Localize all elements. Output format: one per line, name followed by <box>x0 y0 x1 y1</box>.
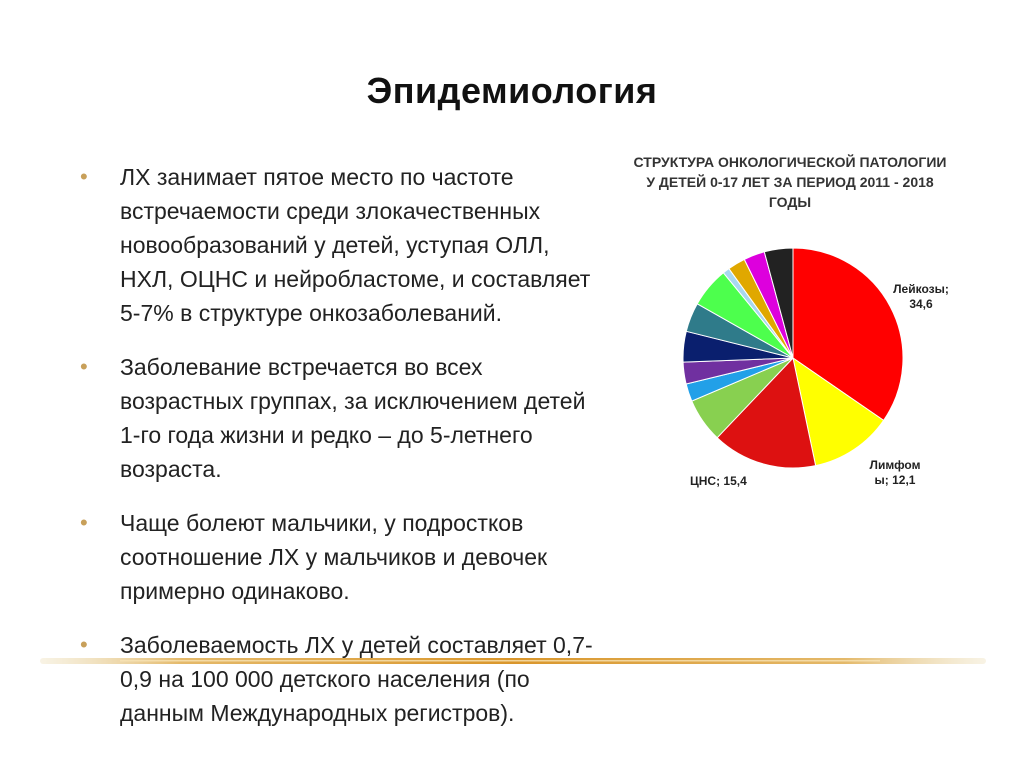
label-lymphoma-line2: ы; 12,1 <box>874 473 916 487</box>
bullet-item <box>76 160 596 330</box>
bullet-dot-icon: • <box>80 354 88 379</box>
label-leukemia-value: 34,6 <box>909 297 933 311</box>
chart-title: СТРУКТУРА ОНКОЛОГИЧЕСКОЙ ПАТОЛОГИИ У ДЕТЕЙ 0-17 ЛЕТ ЗА ПЕРИОД 2011 - 2018 ГОДЫ <box>633 154 947 210</box>
label-lymphoma <box>850 458 940 488</box>
bullet-dot-icon: • <box>80 510 88 535</box>
bullet-dot-icon: • <box>80 632 88 657</box>
label-cns: ЦНС; 15,4 <box>690 474 747 488</box>
decorative-divider <box>40 656 986 666</box>
bullet-text: Заболеваемость ЛХ у детей составляет 0,7-0,9 на 100 000 детского населения (по данным Международных регистров). <box>120 632 593 726</box>
bullet-dot-icon: • <box>80 164 88 189</box>
bullet-item <box>76 350 596 486</box>
label-leukemia-name: Лейкозы; <box>893 282 949 296</box>
bullet-item <box>76 506 596 608</box>
bullet-text: ЛХ занимает пятое место по частоте встречаемости среди злокачественных новообразований у детей, уступая ОЛЛ, НХЛ, ОЦНС и нейробластоме, и составляет 5-7% в структуре онкозаболеваний. <box>120 164 591 326</box>
slide-title: Эпидемиология <box>366 70 658 111</box>
label-lymphoma-line1: Лимфом <box>869 458 921 472</box>
bullet-item <box>76 628 596 730</box>
bullet-text: Заболевание встречается во всех возрастных группах, за исключением детей 1-го года жизни и редко – до 5-летнего возраста. <box>120 354 586 482</box>
pie-chart <box>660 228 920 488</box>
bullet-text: Чаще болеют мальчики, у подростков соотношение ЛХ у мальчиков и девочек примерно одинаково. <box>120 510 548 604</box>
label-leukemia <box>876 282 966 312</box>
